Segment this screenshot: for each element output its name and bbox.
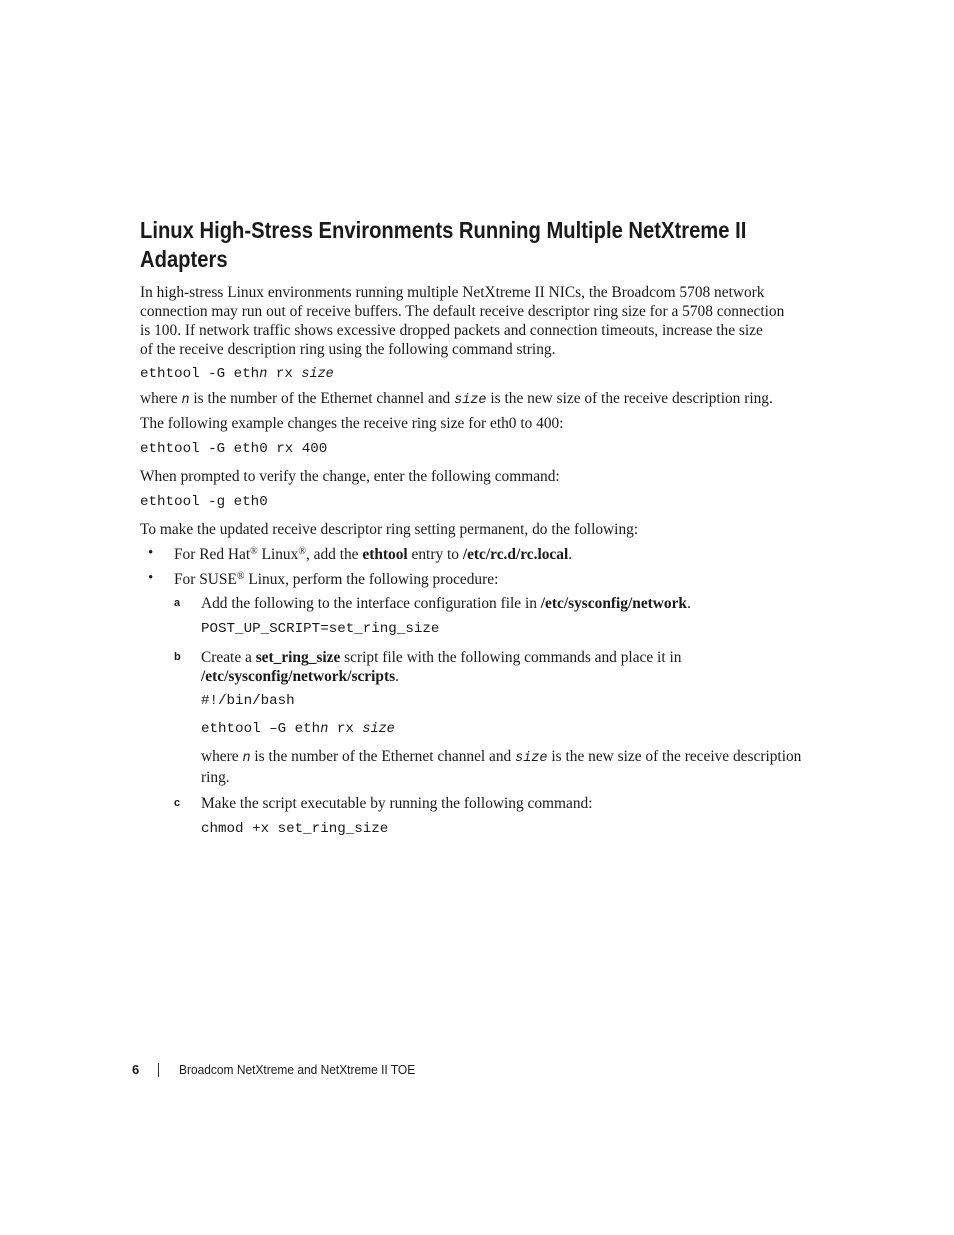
step-b-code-ethtool: ethtool –G ethn rx size xyxy=(201,721,395,737)
step-letter-a: a xyxy=(174,597,181,609)
bullet-suse: For SUSE® Linux, perform the following procedure: xyxy=(174,571,499,588)
bullet-marker: • xyxy=(148,570,154,586)
page-title xyxy=(140,216,828,274)
where-description: where n is the number of the Ethernet channel and size is the new size of the receive description ring. xyxy=(140,390,773,408)
bullet-marker: • xyxy=(148,545,154,561)
step-b-where: where n is the number of the Ethernet channel and size is the new size of the receive description ring. xyxy=(201,748,802,786)
command-example: ethtool -G eth0 rx 400 xyxy=(140,441,328,457)
permanent-intro: To make the updated receive descriptor ring setting permanent, do the following: xyxy=(140,521,639,538)
page-number: 6 xyxy=(132,1062,140,1077)
intro-paragraph: In high-stress Linux environments running multiple NetXtreme II NICs, the Broadcom 5708 network connection may run out of receive buffers. The default receive descriptor ring size for a 5708 connection is 100. If network traffic shows excessive dropped packets and connection timeouts, increase the size of the receive description ring using the following command string. xyxy=(140,284,785,358)
step-b-text: Create a set_ring_size script file with the following commands and place it in /etc/sysconfig/network/scripts. xyxy=(201,649,682,685)
footer-title: Broadcom NetXtreme and NetXtreme II TOE xyxy=(179,1062,416,1077)
title-line-1: Linux High-Stress Environments Running Multiple NetXtreme II xyxy=(140,217,747,243)
step-a-text: Add the following to the interface configuration file in /etc/sysconfig/network. xyxy=(201,595,691,612)
command-ethtool-set: ethtool -G ethn rx size xyxy=(140,366,334,382)
step-letter-b: b xyxy=(174,651,181,663)
bullet-redhat: For Red Hat® Linux®, add the ethtool entry to /etc/rc.d/rc.local. xyxy=(174,546,573,563)
step-c-code: chmod +x set_ring_size xyxy=(201,821,389,837)
command-verify: ethtool -g eth0 xyxy=(140,494,268,510)
step-letter-c: c xyxy=(174,797,181,809)
step-a-code: POST_UP_SCRIPT=set_ring_size xyxy=(201,621,440,637)
title-line-2: Adapters xyxy=(140,246,228,272)
footer-separator xyxy=(158,1063,159,1077)
verify-intro: When prompted to verify the change, enter the following command: xyxy=(140,468,560,485)
example-intro: The following example changes the receive ring size for eth0 to 400: xyxy=(140,415,564,432)
step-b-code-shebang: #!/bin/bash xyxy=(201,693,295,709)
step-c-text: Make the script executable by running the following command: xyxy=(201,795,593,812)
